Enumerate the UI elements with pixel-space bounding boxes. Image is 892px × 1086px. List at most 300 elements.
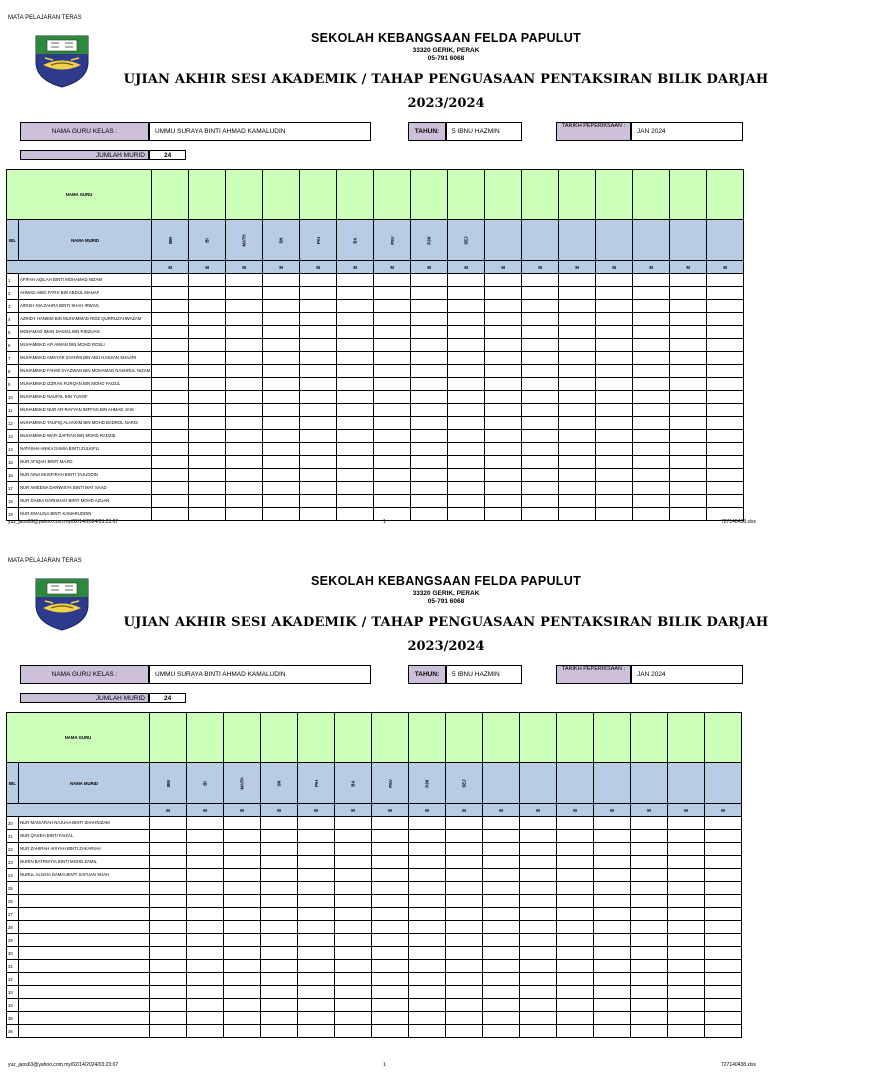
mark-cell[interactable]	[374, 274, 411, 287]
mark-cell[interactable]	[559, 287, 596, 300]
mark-cell[interactable]	[707, 404, 744, 417]
mark-cell[interactable]	[668, 960, 705, 973]
mark-cell[interactable]	[596, 365, 633, 378]
mark-cell[interactable]	[150, 882, 187, 895]
mark-cell[interactable]	[670, 443, 707, 456]
mark-cell[interactable]	[337, 287, 374, 300]
mark-cell[interactable]	[150, 999, 187, 1012]
mark-cell[interactable]	[705, 817, 742, 830]
mark-cell[interactable]	[261, 1025, 298, 1038]
mark-cell[interactable]	[483, 895, 520, 908]
mark-cell[interactable]	[152, 274, 189, 287]
mark-cell[interactable]	[150, 934, 187, 947]
mark-cell[interactable]	[559, 482, 596, 495]
mark-cell[interactable]	[224, 1012, 261, 1025]
mark-cell[interactable]	[596, 430, 633, 443]
mark-cell[interactable]	[224, 960, 261, 973]
mark-cell[interactable]	[261, 921, 298, 934]
mark-cell[interactable]	[335, 830, 372, 843]
mark-cell[interactable]	[224, 986, 261, 999]
mark-cell[interactable]	[633, 339, 670, 352]
mark-cell[interactable]	[337, 326, 374, 339]
mark-cell[interactable]	[522, 391, 559, 404]
mark-cell[interactable]	[411, 300, 448, 313]
mark-cell[interactable]	[189, 326, 226, 339]
mark-cell[interactable]	[446, 869, 483, 882]
teacher-cell[interactable]	[705, 713, 742, 763]
mark-cell[interactable]	[596, 391, 633, 404]
mark-cell[interactable]	[485, 313, 522, 326]
mark-cell[interactable]	[520, 986, 557, 999]
mark-cell[interactable]	[557, 973, 594, 986]
mark-cell[interactable]	[557, 1012, 594, 1025]
mark-cell[interactable]	[448, 443, 485, 456]
mark-cell[interactable]	[522, 469, 559, 482]
mark-cell[interactable]	[707, 456, 744, 469]
mark-cell[interactable]	[337, 456, 374, 469]
mark-cell[interactable]	[411, 482, 448, 495]
mark-cell[interactable]	[189, 391, 226, 404]
teacher-cell[interactable]	[594, 713, 631, 763]
mark-cell[interactable]	[261, 947, 298, 960]
mark-cell[interactable]	[337, 469, 374, 482]
mark-cell[interactable]	[631, 856, 668, 869]
mark-cell[interactable]	[226, 417, 263, 430]
mark-cell[interactable]	[224, 908, 261, 921]
mark-cell[interactable]	[668, 986, 705, 999]
mark-cell[interactable]	[187, 934, 224, 947]
mark-cell[interactable]	[559, 313, 596, 326]
mark-cell[interactable]	[446, 921, 483, 934]
mark-cell[interactable]	[631, 947, 668, 960]
mark-cell[interactable]	[594, 830, 631, 843]
mark-cell[interactable]	[335, 908, 372, 921]
mark-cell[interactable]	[705, 1012, 742, 1025]
mark-cell[interactable]	[596, 287, 633, 300]
mark-cell[interactable]	[298, 1012, 335, 1025]
mark-cell[interactable]	[670, 339, 707, 352]
mark-cell[interactable]	[633, 417, 670, 430]
mark-cell[interactable]	[261, 843, 298, 856]
mark-cell[interactable]	[633, 365, 670, 378]
mark-cell[interactable]	[446, 843, 483, 856]
mark-cell[interactable]	[374, 495, 411, 508]
mark-cell[interactable]	[594, 1012, 631, 1025]
mark-cell[interactable]	[446, 882, 483, 895]
mark-cell[interactable]	[226, 300, 263, 313]
teacher-cell[interactable]	[187, 713, 224, 763]
mark-cell[interactable]	[559, 378, 596, 391]
mark-cell[interactable]	[668, 908, 705, 921]
mark-cell[interactable]	[485, 300, 522, 313]
mark-cell[interactable]	[411, 469, 448, 482]
mark-cell[interactable]	[335, 895, 372, 908]
mark-cell[interactable]	[485, 326, 522, 339]
teacher-cell[interactable]	[557, 713, 594, 763]
mark-cell[interactable]	[670, 326, 707, 339]
mark-cell[interactable]	[226, 495, 263, 508]
mark-cell[interactable]	[189, 378, 226, 391]
mark-cell[interactable]	[189, 300, 226, 313]
mark-cell[interactable]	[189, 508, 226, 521]
mark-cell[interactable]	[705, 921, 742, 934]
mark-cell[interactable]	[670, 495, 707, 508]
mark-cell[interactable]	[300, 469, 337, 482]
mark-cell[interactable]	[263, 404, 300, 417]
teacher-cell[interactable]	[559, 170, 596, 220]
mark-cell[interactable]	[448, 378, 485, 391]
mark-cell[interactable]	[633, 469, 670, 482]
mark-cell[interactable]	[298, 986, 335, 999]
mark-cell[interactable]	[522, 495, 559, 508]
mark-cell[interactable]	[707, 300, 744, 313]
teacher-cell[interactable]	[335, 713, 372, 763]
mark-cell[interactable]	[187, 908, 224, 921]
mark-cell[interactable]	[187, 869, 224, 882]
mark-cell[interactable]	[446, 856, 483, 869]
mark-cell[interactable]	[448, 469, 485, 482]
mark-cell[interactable]	[557, 947, 594, 960]
mark-cell[interactable]	[335, 947, 372, 960]
mark-cell[interactable]	[631, 830, 668, 843]
mark-cell[interactable]	[559, 352, 596, 365]
mark-cell[interactable]	[559, 417, 596, 430]
mark-cell[interactable]	[374, 365, 411, 378]
mark-cell[interactable]	[670, 482, 707, 495]
mark-cell[interactable]	[670, 430, 707, 443]
mark-cell[interactable]	[483, 973, 520, 986]
mark-cell[interactable]	[448, 508, 485, 521]
mark-cell[interactable]	[300, 378, 337, 391]
mark-cell[interactable]	[633, 391, 670, 404]
mark-cell[interactable]	[631, 934, 668, 947]
mark-cell[interactable]	[631, 999, 668, 1012]
mark-cell[interactable]	[187, 830, 224, 843]
mark-cell[interactable]	[483, 1012, 520, 1025]
mark-cell[interactable]	[409, 856, 446, 869]
mark-cell[interactable]	[409, 869, 446, 882]
mark-cell[interactable]	[559, 430, 596, 443]
mark-cell[interactable]	[411, 456, 448, 469]
mark-cell[interactable]	[263, 495, 300, 508]
mark-cell[interactable]	[372, 882, 409, 895]
mark-cell[interactable]	[152, 443, 189, 456]
mark-cell[interactable]	[261, 856, 298, 869]
mark-cell[interactable]	[448, 456, 485, 469]
mark-cell[interactable]	[226, 508, 263, 521]
mark-cell[interactable]	[483, 947, 520, 960]
mark-cell[interactable]	[372, 817, 409, 830]
mark-cell[interactable]	[670, 300, 707, 313]
mark-cell[interactable]	[298, 960, 335, 973]
mark-cell[interactable]	[337, 274, 374, 287]
mark-cell[interactable]	[298, 830, 335, 843]
mark-cell[interactable]	[263, 287, 300, 300]
mark-cell[interactable]	[187, 973, 224, 986]
mark-cell[interactable]	[300, 495, 337, 508]
mark-cell[interactable]	[668, 973, 705, 986]
mark-cell[interactable]	[409, 1025, 446, 1038]
mark-cell[interactable]	[226, 469, 263, 482]
mark-cell[interactable]	[485, 365, 522, 378]
mark-cell[interactable]	[559, 365, 596, 378]
mark-cell[interactable]	[705, 934, 742, 947]
mark-cell[interactable]	[559, 495, 596, 508]
mark-cell[interactable]	[522, 378, 559, 391]
mark-cell[interactable]	[298, 895, 335, 908]
mark-cell[interactable]	[150, 973, 187, 986]
mark-cell[interactable]	[631, 960, 668, 973]
mark-cell[interactable]	[522, 443, 559, 456]
teacher-cell[interactable]	[409, 713, 446, 763]
mark-cell[interactable]	[300, 326, 337, 339]
mark-cell[interactable]	[411, 391, 448, 404]
mark-cell[interactable]	[335, 999, 372, 1012]
mark-cell[interactable]	[337, 430, 374, 443]
mark-cell[interactable]	[263, 365, 300, 378]
mark-cell[interactable]	[707, 430, 744, 443]
mark-cell[interactable]	[633, 326, 670, 339]
mark-cell[interactable]	[298, 973, 335, 986]
mark-cell[interactable]	[409, 947, 446, 960]
mark-cell[interactable]	[448, 404, 485, 417]
mark-cell[interactable]	[337, 443, 374, 456]
mark-cell[interactable]	[446, 895, 483, 908]
mark-cell[interactable]	[633, 378, 670, 391]
mark-cell[interactable]	[705, 830, 742, 843]
mark-cell[interactable]	[594, 869, 631, 882]
mark-cell[interactable]	[411, 417, 448, 430]
mark-cell[interactable]	[707, 326, 744, 339]
mark-cell[interactable]	[372, 934, 409, 947]
mark-cell[interactable]	[596, 378, 633, 391]
mark-cell[interactable]	[594, 895, 631, 908]
mark-cell[interactable]	[596, 339, 633, 352]
mark-cell[interactable]	[485, 430, 522, 443]
mark-cell[interactable]	[448, 430, 485, 443]
mark-cell[interactable]	[446, 973, 483, 986]
mark-cell[interactable]	[374, 300, 411, 313]
mark-cell[interactable]	[522, 313, 559, 326]
mark-cell[interactable]	[337, 417, 374, 430]
mark-cell[interactable]	[298, 856, 335, 869]
mark-cell[interactable]	[631, 921, 668, 934]
mark-cell[interactable]	[631, 882, 668, 895]
mark-cell[interactable]	[150, 830, 187, 843]
mark-cell[interactable]	[705, 869, 742, 882]
mark-cell[interactable]	[483, 986, 520, 999]
mark-cell[interactable]	[150, 986, 187, 999]
mark-cell[interactable]	[337, 404, 374, 417]
mark-cell[interactable]	[596, 274, 633, 287]
mark-cell[interactable]	[372, 947, 409, 960]
mark-cell[interactable]	[187, 1012, 224, 1025]
mark-cell[interactable]	[189, 287, 226, 300]
mark-cell[interactable]	[152, 365, 189, 378]
mark-cell[interactable]	[707, 495, 744, 508]
mark-cell[interactable]	[522, 274, 559, 287]
mark-cell[interactable]	[485, 287, 522, 300]
mark-cell[interactable]	[335, 843, 372, 856]
mark-cell[interactable]	[483, 960, 520, 973]
teacher-cell[interactable]	[337, 170, 374, 220]
mark-cell[interactable]	[152, 326, 189, 339]
mark-cell[interactable]	[559, 326, 596, 339]
mark-cell[interactable]	[152, 482, 189, 495]
mark-cell[interactable]	[263, 443, 300, 456]
mark-cell[interactable]	[150, 960, 187, 973]
mark-cell[interactable]	[226, 443, 263, 456]
mark-cell[interactable]	[633, 443, 670, 456]
mark-cell[interactable]	[594, 856, 631, 869]
mark-cell[interactable]	[152, 391, 189, 404]
mark-cell[interactable]	[485, 378, 522, 391]
mark-cell[interactable]	[596, 443, 633, 456]
mark-cell[interactable]	[300, 508, 337, 521]
mark-cell[interactable]	[596, 300, 633, 313]
mark-cell[interactable]	[483, 921, 520, 934]
mark-cell[interactable]	[559, 508, 596, 521]
mark-cell[interactable]	[707, 469, 744, 482]
mark-cell[interactable]	[226, 274, 263, 287]
mark-cell[interactable]	[224, 856, 261, 869]
mark-cell[interactable]	[633, 456, 670, 469]
mark-cell[interactable]	[594, 843, 631, 856]
mark-cell[interactable]	[668, 817, 705, 830]
mark-cell[interactable]	[374, 326, 411, 339]
teacher-cell[interactable]	[411, 170, 448, 220]
mark-cell[interactable]	[187, 856, 224, 869]
mark-cell[interactable]	[522, 300, 559, 313]
mark-cell[interactable]	[226, 365, 263, 378]
mark-cell[interactable]	[226, 287, 263, 300]
mark-cell[interactable]	[522, 287, 559, 300]
mark-cell[interactable]	[705, 986, 742, 999]
mark-cell[interactable]	[596, 417, 633, 430]
mark-cell[interactable]	[298, 947, 335, 960]
mark-cell[interactable]	[483, 817, 520, 830]
mark-cell[interactable]	[520, 1012, 557, 1025]
mark-cell[interactable]	[261, 960, 298, 973]
mark-cell[interactable]	[189, 352, 226, 365]
mark-cell[interactable]	[670, 274, 707, 287]
mark-cell[interactable]	[520, 999, 557, 1012]
mark-cell[interactable]	[189, 430, 226, 443]
mark-cell[interactable]	[557, 856, 594, 869]
mark-cell[interactable]	[224, 830, 261, 843]
mark-cell[interactable]	[594, 934, 631, 947]
mark-cell[interactable]	[633, 495, 670, 508]
mark-cell[interactable]	[668, 869, 705, 882]
mark-cell[interactable]	[594, 960, 631, 973]
mark-cell[interactable]	[409, 895, 446, 908]
mark-cell[interactable]	[335, 986, 372, 999]
mark-cell[interactable]	[372, 856, 409, 869]
mark-cell[interactable]	[152, 339, 189, 352]
mark-cell[interactable]	[335, 869, 372, 882]
mark-cell[interactable]	[707, 339, 744, 352]
mark-cell[interactable]	[372, 895, 409, 908]
mark-cell[interactable]	[668, 882, 705, 895]
mark-cell[interactable]	[263, 508, 300, 521]
mark-cell[interactable]	[261, 1012, 298, 1025]
teacher-cell[interactable]	[150, 713, 187, 763]
mark-cell[interactable]	[631, 817, 668, 830]
mark-cell[interactable]	[668, 934, 705, 947]
teacher-cell[interactable]	[298, 713, 335, 763]
mark-cell[interactable]	[261, 934, 298, 947]
mark-cell[interactable]	[300, 274, 337, 287]
mark-cell[interactable]	[596, 326, 633, 339]
mark-cell[interactable]	[224, 895, 261, 908]
teacher-cell[interactable]	[596, 170, 633, 220]
mark-cell[interactable]	[446, 817, 483, 830]
mark-cell[interactable]	[559, 339, 596, 352]
mark-cell[interactable]	[522, 456, 559, 469]
mark-cell[interactable]	[446, 986, 483, 999]
mark-cell[interactable]	[261, 999, 298, 1012]
mark-cell[interactable]	[372, 1012, 409, 1025]
mark-cell[interactable]	[189, 339, 226, 352]
mark-cell[interactable]	[150, 843, 187, 856]
mark-cell[interactable]	[152, 300, 189, 313]
mark-cell[interactable]	[670, 378, 707, 391]
mark-cell[interactable]	[520, 908, 557, 921]
teacher-cell[interactable]	[152, 170, 189, 220]
mark-cell[interactable]	[707, 313, 744, 326]
mark-cell[interactable]	[668, 999, 705, 1012]
mark-cell[interactable]	[594, 999, 631, 1012]
mark-cell[interactable]	[335, 934, 372, 947]
mark-cell[interactable]	[670, 508, 707, 521]
mark-cell[interactable]	[411, 287, 448, 300]
mark-cell[interactable]	[594, 986, 631, 999]
mark-cell[interactable]	[485, 352, 522, 365]
mark-cell[interactable]	[374, 287, 411, 300]
mark-cell[interactable]	[448, 274, 485, 287]
mark-cell[interactable]	[596, 456, 633, 469]
mark-cell[interactable]	[557, 921, 594, 934]
mark-cell[interactable]	[300, 456, 337, 469]
mark-cell[interactable]	[226, 482, 263, 495]
mark-cell[interactable]	[520, 947, 557, 960]
teacher-cell[interactable]	[263, 170, 300, 220]
mark-cell[interactable]	[594, 817, 631, 830]
mark-cell[interactable]	[448, 352, 485, 365]
mark-cell[interactable]	[226, 404, 263, 417]
mark-cell[interactable]	[337, 508, 374, 521]
mark-cell[interactable]	[152, 352, 189, 365]
mark-cell[interactable]	[337, 482, 374, 495]
mark-cell[interactable]	[411, 495, 448, 508]
mark-cell[interactable]	[409, 830, 446, 843]
mark-cell[interactable]	[187, 960, 224, 973]
mark-cell[interactable]	[189, 443, 226, 456]
mark-cell[interactable]	[522, 352, 559, 365]
mark-cell[interactable]	[670, 352, 707, 365]
mark-cell[interactable]	[448, 482, 485, 495]
mark-cell[interactable]	[522, 430, 559, 443]
teacher-cell[interactable]	[261, 713, 298, 763]
mark-cell[interactable]	[152, 456, 189, 469]
mark-cell[interactable]	[409, 973, 446, 986]
mark-cell[interactable]	[520, 1025, 557, 1038]
mark-cell[interactable]	[189, 365, 226, 378]
mark-cell[interactable]	[559, 391, 596, 404]
mark-cell[interactable]	[298, 1025, 335, 1038]
mark-cell[interactable]	[411, 313, 448, 326]
mark-cell[interactable]	[298, 934, 335, 947]
